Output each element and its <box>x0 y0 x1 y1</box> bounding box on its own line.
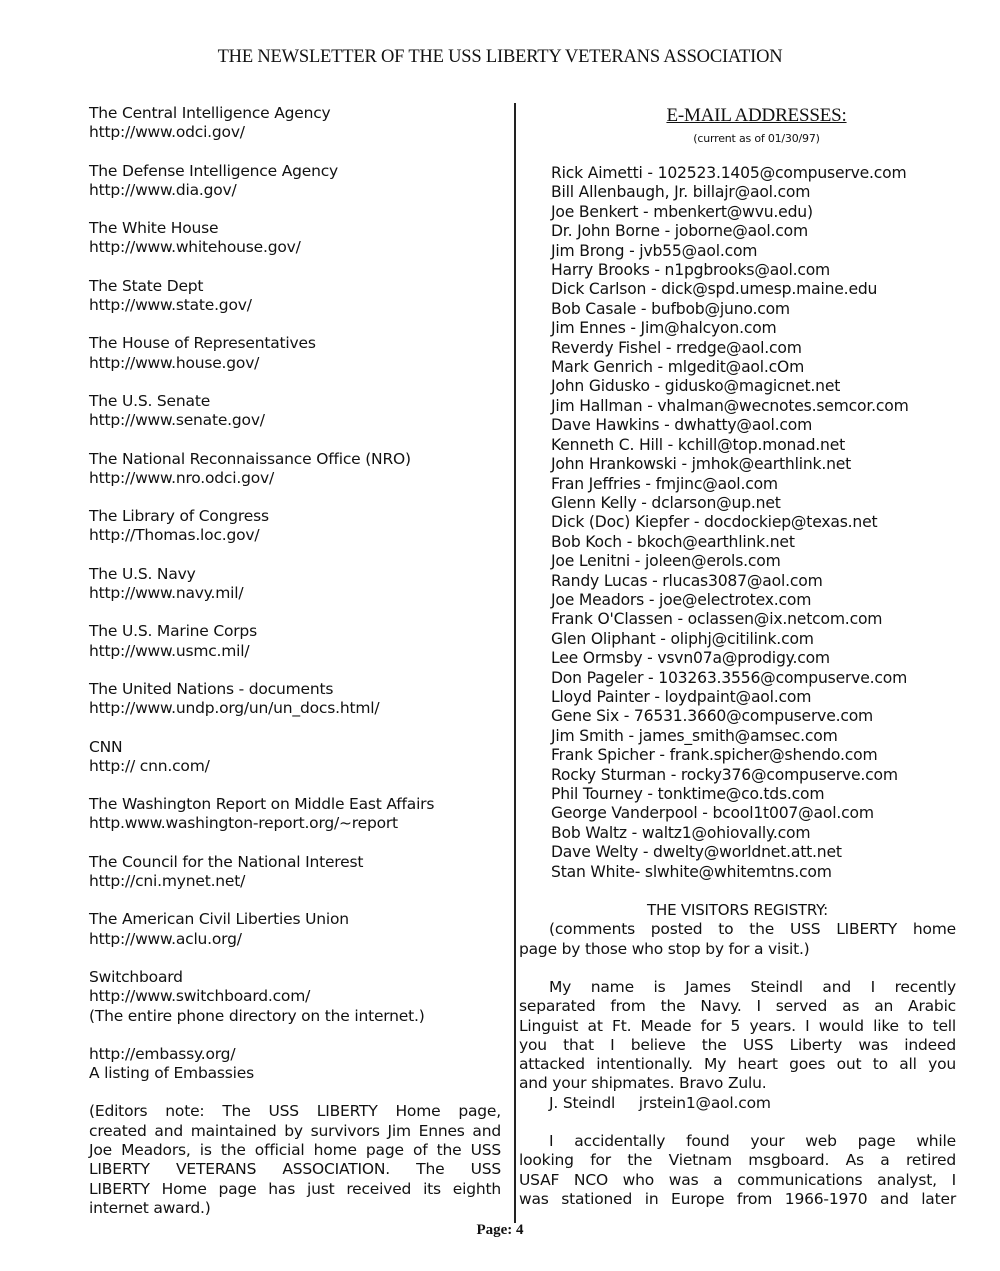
editors-note <box>89 1102 501 1218</box>
website-name: The House of Representatives <box>89 334 316 353</box>
email-addresses-title: E-MAIL ADDRESSES: <box>666 105 847 126</box>
website-links-list <box>89 104 501 1083</box>
visitors-intro <box>519 920 956 939</box>
visitor-comment-steindl <box>519 978 956 1094</box>
email-entry: Randy Lucas - rlucas3087@aol.com <box>551 571 823 590</box>
website-name: The U.S. Navy <box>89 564 196 583</box>
email-entry: Rocky Sturman - rocky376@compuserve.com <box>551 765 898 784</box>
visitor-comment-usaf <box>519 1132 956 1209</box>
visitor-comment-line: attacked intentionally. My heart goes out to all you <box>519 1055 956 1074</box>
email-entry: Jim Hallman - vhalman@wecnotes.semcor.com <box>551 396 909 415</box>
website-link-entry <box>89 450 501 489</box>
email-entry: George Vanderpool - bcool1t007@aol.com <box>551 804 874 823</box>
email-entry: Mark Genrich - mlgedit@aol.cOm <box>551 358 805 377</box>
website-name: The American Civil Liberties Union <box>89 910 349 929</box>
website-link-entry <box>89 277 501 316</box>
visitor-comment-line: separated from the Navy. I served as an Arabic <box>519 997 956 1016</box>
email-entry: Frank O'Classen - oclassen@ix.netcom.com <box>551 610 883 629</box>
website-name: The U.S. Marine Corps <box>89 622 257 641</box>
email-entry: Dick (Doc) Kiepfer - docdockiep@texas.net <box>551 513 878 532</box>
website-name: The Defense Intelligence Agency <box>89 161 338 180</box>
email-entry: Joe Benkert - mbenkert@wvu.edu) <box>551 202 813 221</box>
website-url: http://www.navy.mil/ <box>89 584 244 603</box>
website-link-entry <box>89 853 501 892</box>
website-link-entry <box>89 1045 501 1084</box>
website-link-entry <box>89 622 501 661</box>
website-url: http:// cnn.com/ <box>89 756 210 775</box>
visitor-comment-line: I accidentally found your web page while <box>549 1132 956 1150</box>
website-url: http://www.switchboard.com/ <box>89 987 311 1006</box>
email-entry: John Gidusko - gidusko@magicnet.net <box>551 377 841 396</box>
email-entry: Kenneth C. Hill - kchill@top.monad.net <box>551 435 846 454</box>
visitor-comment-line: USAF NCO who was a communications analyst, I <box>519 1170 956 1189</box>
visitor-comment-line: and your shipmates. Bravo Zulu. <box>519 1074 767 1093</box>
editors-note-line: Joe Meadors, is the official home page of the USS <box>89 1140 501 1159</box>
website-url: http://www.odci.gov/ <box>89 123 245 142</box>
email-entry: Reverdy Fishel - rredge@aol.com <box>551 338 802 357</box>
email-entry: Lee Ormsby - vsvn07a@prodigy.com <box>551 649 830 668</box>
email-entry: Harry Brooks - n1pgbrooks@aol.com <box>551 261 831 280</box>
email-entry: Jim Ennes - Jim@halcyon.com <box>551 319 777 338</box>
website-name: The White House <box>89 219 219 238</box>
email-entry: Jim Brong - jvb55@aol.com <box>551 241 758 260</box>
website-url: http://www.senate.gov/ <box>89 411 265 430</box>
email-entry: Lloyd Painter - loydpaint@aol.com <box>551 687 812 706</box>
website-url: http.www.washington-report.org/~report <box>89 814 398 833</box>
editors-note-line: internet award.) <box>89 1198 211 1217</box>
website-name: The Central Intelligence Agency <box>89 104 331 122</box>
editors-note-line: LIBERTY Home page has just received its eighth <box>89 1179 501 1198</box>
email-entry: Bob Koch - bkoch@earthlink.net <box>551 532 795 551</box>
visitor-comment-line: was stationed in Europe from 1966-1970 and later <box>519 1189 956 1208</box>
page-number: Page: 4 <box>476 1222 524 1238</box>
website-link-entry <box>89 392 501 431</box>
website-url: http://www.house.gov/ <box>89 353 260 372</box>
website-link-entry <box>89 104 501 143</box>
website-url: http://www.whitehouse.gov/ <box>89 238 301 257</box>
visitor-signature: J. Steindl jrstein1@aol.com <box>549 1093 771 1112</box>
visitor-comment-line: My name is James Steindl and I recently <box>549 977 956 996</box>
visitors-intro-line: page by those who stop by for a visit.) <box>519 939 810 958</box>
website-name: The Library of Congress <box>89 507 269 526</box>
website-name: CNN <box>89 737 123 756</box>
email-entry: Glen Oliphant - oliphj@citilink.com <box>551 629 814 648</box>
email-entry: John Hrankowski - jmhok@earthlink.net <box>551 455 852 474</box>
email-entry: Joe Lenitni - joleen@erols.com <box>551 552 781 571</box>
email-entry: Don Pageler - 103263.3556@compuserve.com <box>551 668 908 687</box>
website-link-entry <box>89 219 501 258</box>
website-name: The U.S. Senate <box>89 391 211 410</box>
email-entry: Bob Casale - bufbob@juno.com <box>551 299 790 318</box>
editors-note-line: LIBERTY VETERANS ASSOCIATION. The USS <box>89 1160 501 1179</box>
website-name: http://embassy.org/ <box>89 1044 236 1063</box>
column-divider <box>514 103 516 1223</box>
website-url: http://www.dia.gov/ <box>89 180 237 199</box>
website-url: http://cni.mynet.net/ <box>89 872 246 891</box>
website-url: http://www.aclu.org/ <box>89 929 242 948</box>
email-entry: Rick Aimetti - 102523.1405@compuserve.com <box>551 164 907 182</box>
email-entry: Phil Tourney - tonktime@co.tds.com <box>551 785 825 803</box>
website-url: http://www.usmc.mil/ <box>89 641 250 660</box>
editors-note-line: (Editors note: The USS LIBERTY Home page, <box>89 1102 501 1121</box>
visitor-comment-line: looking for the Vietnam msgboard. As a retired <box>519 1151 956 1170</box>
email-entry: Fran Jeffries - fmjinc@aol.com <box>551 474 778 493</box>
visitor-comment-line: you that I believe the USS Liberty was indeed <box>519 1035 956 1054</box>
website-url: http://www.undp.org/un/un_docs.html/ <box>89 699 380 718</box>
website-link-entry <box>89 738 501 777</box>
website-url: A listing of Embassies <box>89 1064 254 1083</box>
email-entry: Frank Spicher - frank.spicher@shendo.com <box>551 746 878 765</box>
website-link-entry <box>89 680 501 719</box>
email-entry: Dave Welty - dwelty@worldnet.att.net <box>551 843 842 862</box>
website-link-entry <box>89 565 501 604</box>
website-name: The Washington Report on Middle East Affairs <box>89 795 435 814</box>
email-entry: Dr. John Borne - joborne@aol.com <box>551 222 808 241</box>
visitors-intro-line: (comments posted to the USS LIBERTY home <box>549 920 956 939</box>
email-entry: Glenn Kelly - dclarson@up.net <box>551 493 781 512</box>
website-link-entry <box>89 507 501 546</box>
email-entry: Stan White- slwhite@whitemtns.com <box>551 862 832 881</box>
email-entry: Dave Hawkins - dwhatty@aol.com <box>551 416 813 435</box>
visitor-comment-line: Linguist at Ft. Meade for 5 years. I would like to tell <box>519 1016 956 1035</box>
website-link-entry <box>89 334 501 373</box>
email-entry: Joe Meadors - joe@electrotex.com <box>551 590 812 609</box>
website-link-entry <box>89 795 501 834</box>
website-url: http://Thomas.loc.gov/ <box>89 526 260 545</box>
email-entry: Gene Six - 76531.3660@compuserve.com <box>551 707 874 726</box>
editors-note-line: created and maintained by survivors Jim Ennes and <box>89 1121 501 1140</box>
website-name: The Council for the National Interest <box>89 852 364 871</box>
website-url: http://www.state.gov/ <box>89 296 252 315</box>
email-entry: Jim Smith - james_smith@amsec.com <box>551 726 838 745</box>
website-name: Switchboard <box>89 967 183 986</box>
email-entry: Bill Allenbaugh, Jr. billajr@aol.com <box>551 183 811 202</box>
website-link-entry <box>89 162 501 201</box>
website-link-entry <box>89 968 501 1026</box>
email-entry: Dick Carlson - dick@spd.umesp.maine.edu <box>551 280 878 299</box>
email-addresses-subtitle: (current as of 01/30/97) <box>693 132 820 145</box>
right-column <box>519 104 956 1209</box>
website-name: The State Dept <box>89 276 204 295</box>
email-list <box>519 164 956 882</box>
newsletter-header: THE NEWSLETTER OF THE USS LIBERTY VETERANS ASSOCIATION <box>217 47 783 67</box>
website-link-entry <box>89 910 501 949</box>
website-name: The United Nations - documents <box>89 679 334 698</box>
website-name: The National Reconnaissance Office (NRO) <box>89 449 411 468</box>
email-entry: Bob Waltz - waltz1@ohiovally.com <box>551 823 811 842</box>
website-note: (The entire phone directory on the internet.) <box>89 1006 425 1025</box>
website-url: http://www.nro.odci.gov/ <box>89 468 275 487</box>
visitors-registry-title: THE VISITORS REGISTRY: <box>647 901 828 920</box>
left-column <box>89 104 501 1218</box>
